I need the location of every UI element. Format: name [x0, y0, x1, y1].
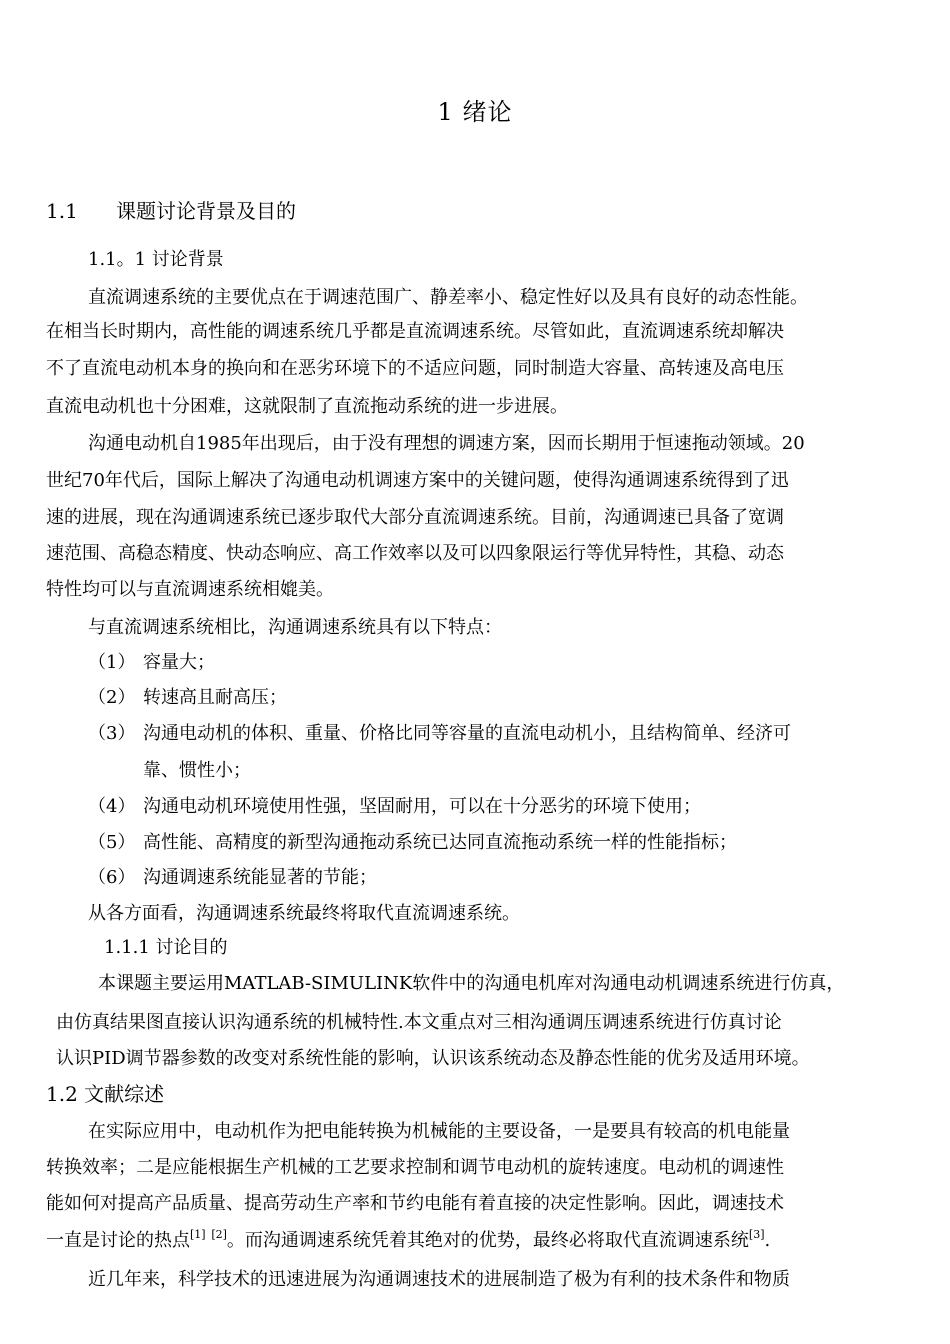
- paragraph-line: 由仿真结果图直接认识沟通系统的机械特性.本文重点对三相沟通调压调速系统进行仿真讨论: [56, 1012, 782, 1033]
- paragraph-line: 从各方面看，沟通调速系统最终将取代直流调速系统。: [88, 903, 520, 924]
- citation-ref[interactable]: [3]: [748, 1228, 765, 1241]
- paragraph-line: 沟通电动机自1985年出现后，由于没有理想的调速方案，因而长期用于恒速拖动领域。20: [88, 433, 805, 454]
- feature-list-item: （4） 沟通电动机环境使用性强，坚固耐用，可以在十分恶劣的环境下使用；: [88, 796, 701, 817]
- feature-list-item: （1） 容量大；: [88, 652, 215, 673]
- subsection-heading-background: 1.1。1 讨论背景: [88, 249, 224, 270]
- section-number: 1.1: [46, 199, 78, 223]
- paragraph-line: 与直流调速系统相比，沟通调速系统具有以下特点：: [88, 617, 502, 638]
- section-title: 课题讨论背景及目的: [116, 199, 296, 223]
- paragraph-line: 转换效率；二是应能根据生产机械的工艺要求控制和调节电动机的旋转速度。电动机的调速性: [46, 1157, 784, 1178]
- citation-ref[interactable]: [1]: [190, 1228, 206, 1241]
- paragraph-line: 近几年来，科学技术的迅速进展为沟通调速技术的进展制造了极为有利的技术条件和物质: [88, 1269, 790, 1290]
- paragraph-line: 直流调速系统的主要优点在于调速范围广、静差率小、稳定性好以及具有良好的动态性能。: [88, 287, 808, 308]
- paragraph-line: 认识PID调节器参数的改变对系统性能的影响，认识该系统动态及静态性能的优劣及适用环境。: [56, 1048, 810, 1069]
- feature-list-item-continuation: 靠、惯性小；: [143, 760, 251, 781]
- paragraph-line: 直流电动机也十分困难，这就限制了直流拖动系统的进一步进展。: [46, 396, 568, 417]
- paragraph-line: 速范围、高稳态精度、快动态响应、高工作效率以及可以四象限运行等优异特性，其稳、动态: [46, 543, 784, 564]
- chapter-title: 1 绪论: [437, 98, 513, 126]
- paragraph-line: 在实际应用中，电动机作为把电能转换为机械能的主要设备，一是要具有较高的机电能量: [88, 1121, 790, 1142]
- feature-list-item: （2） 转速高且耐高压；: [88, 687, 287, 708]
- paragraph-line: 本课题主要运用MATLAB-SIMULINK软件中的沟通电机库对沟通电动机调速系统进行仿真，: [98, 973, 845, 994]
- paragraph-line-with-citations: 一直是讨论的热点[1] [2]。而沟通调速系统凭着其绝对的优势，最终必将取代直流调速系统[3].: [46, 1228, 771, 1251]
- paragraph-line: 不了直流电动机本身的换向和在恶劣环境下的不适应问题，同时制造大容量、高转速及高电压: [46, 358, 784, 379]
- feature-list-item: （3） 沟通电动机的体积、重量、价格比同等容量的直流电动机小，且结构简单、经济可: [88, 723, 791, 744]
- paragraph-line: 在相当长时期内，高性能的调速系统几乎都是直流调速系统。尽管如此，直流调速系统却解决: [46, 321, 784, 342]
- paragraph-line: 能如何对提高产品质量、提高劳动生产率和节约电能有着直接的决定性影响。因此，调速技术: [46, 1193, 784, 1214]
- feature-list-item: （6） 沟通调速系统能显著的节能；: [88, 867, 377, 888]
- paragraph-line: 特性均可以与直流调速系统相媲美。: [46, 579, 334, 600]
- paragraph-line: 世纪70年代后，国际上解决了沟通电动机调速方案中的关键问题，使得沟通调速系统得到了迅: [46, 470, 789, 491]
- section-heading-1-2: 1.2 文献综述: [46, 1082, 165, 1106]
- paragraph-line: 速的进展，现在沟通调速系统已逐步取代大部分直流调速系统。目前，沟通调速已具备了宽调: [46, 507, 784, 528]
- citation-ref[interactable]: [2]: [211, 1228, 227, 1241]
- section-heading-1-1: [46, 199, 296, 223]
- subsection-heading-purpose: 1.1.1 讨论目的: [104, 937, 228, 958]
- feature-list-item: （5） 高性能、高精度的新型沟通拖动系统已达同直流拖动系统一样的性能指标；: [88, 832, 737, 853]
